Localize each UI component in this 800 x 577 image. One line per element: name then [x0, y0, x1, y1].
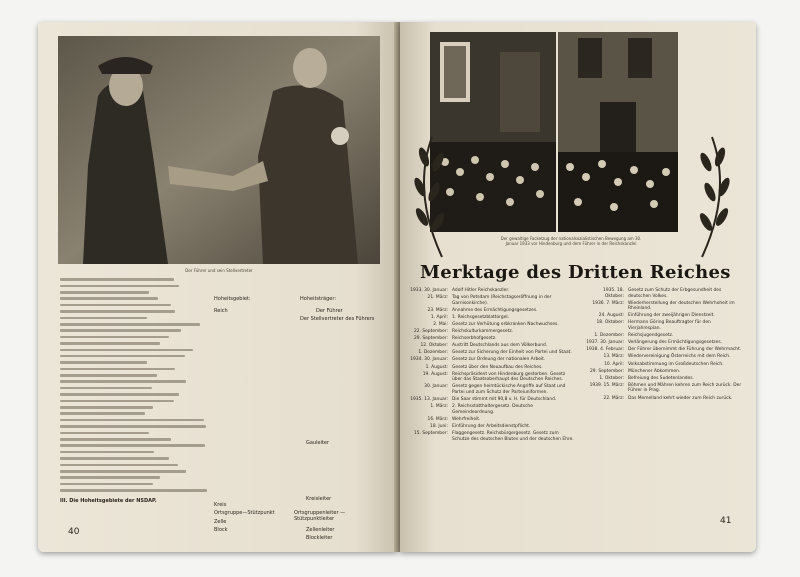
hoheit-label-zellenleiter: Zellenleiter: [306, 527, 335, 533]
text-line-ink: [60, 317, 147, 320]
photo-reich-chancellery: [558, 32, 678, 232]
merktag-entry: [584, 383, 744, 394]
text-line-ink: [60, 451, 154, 454]
merktag-text: Adolf Hitler Reichskanzler.: [452, 288, 510, 293]
merktag-text: Wehrfreiheit.: [452, 416, 481, 422]
merktag-text: Wiedervereinigung Österreichs mit dem Reich.: [628, 354, 731, 360]
merktag-date: 19. August:: [422, 371, 448, 377]
merktag-entry: [584, 396, 744, 402]
text-line-ink: [60, 444, 205, 447]
photo-torchlight-right: [558, 32, 678, 232]
merktag-entry: [408, 397, 576, 403]
merktag-text: Gesetz zur Ordnung der nationalen Arbeit.: [452, 357, 546, 363]
open-book: [38, 22, 760, 560]
text-line-ink: [60, 489, 207, 492]
page-title: Merktage des Dritten Reiches: [420, 262, 731, 283]
section-heading: III. Die Hoheitsgebiete der NSDAP.: [60, 498, 157, 504]
merktag-date: 1939. 15. März:: [589, 382, 624, 388]
text-line-ink: [60, 425, 206, 428]
merktag-entry: [408, 288, 576, 294]
merktag-entry: [584, 301, 744, 312]
merktag-text: Reichserbhofgesetz.: [452, 336, 497, 342]
merktage-list-left: [408, 288, 576, 444]
merktag-date: 16. März:: [427, 416, 448, 422]
merktag-date: 30. Januar:: [424, 384, 448, 390]
text-line-ink: [60, 355, 185, 358]
merktag-date: 29. September:: [589, 368, 624, 374]
merktag-entry: [584, 288, 744, 299]
page-number-left: 40: [68, 527, 80, 537]
merktag-date: 1936. 7. März:: [592, 300, 624, 306]
laurel-left-ornament: [402, 132, 462, 262]
hoheit-title-right: Hoheitsträger:: [300, 296, 337, 302]
merktag-entry: [408, 295, 576, 306]
merktag-date: 1937. 30. Januar:: [586, 340, 624, 346]
merktag-date: 21. März:: [427, 295, 448, 301]
merktag-text: Einführung der Arbeitsdienstpflicht.: [452, 423, 531, 429]
text-line-ink: [60, 419, 204, 422]
merktag-entry: [408, 350, 576, 356]
merktag-date: 1935. 18. Oktober:: [603, 288, 624, 299]
merktag-text: Böhmen und Mähren kehren zum Reich zurück. Der Führer in Prag.: [628, 382, 742, 394]
text-line-ink: [60, 432, 149, 435]
merktag-text: 1. Reichsgesetzblattorgel.: [452, 314, 510, 320]
merktag-text: Befreiung des Sudetenlandes.: [628, 375, 694, 381]
merktag-text: Gesetz über den Neuaufbau des Reiches.: [452, 364, 543, 370]
merktag-entry: [584, 347, 744, 353]
text-line-ink: [60, 412, 145, 415]
merktag-entry: [584, 362, 744, 368]
merktag-date: 1935. 13. Januar:: [410, 397, 448, 402]
merktag-date: 24. August:: [598, 313, 624, 319]
merktag-date: 1. August:: [425, 364, 448, 370]
text-line-ink: [60, 438, 171, 441]
merktage-list-right: [584, 288, 744, 403]
merktag-entry: [408, 343, 576, 349]
merktag-entry: [408, 329, 576, 335]
text-line-ink: [60, 310, 175, 313]
merktag-date: 1. April:: [430, 314, 448, 320]
text-line-ink: [60, 464, 178, 467]
right-page: [400, 22, 756, 552]
text-line-ink: [60, 329, 181, 332]
merktag-entry: [584, 333, 744, 339]
merktag-date: 2. Mai:: [433, 321, 448, 327]
merktag-text: Gesetz zum Schutz der Erbgesundheit des deutschen Volkes.: [628, 288, 722, 299]
merktag-text: Gesetz zur Verhütung erbkranken Nachwuchses.: [452, 321, 559, 327]
merktag-date: 12. Oktober:: [420, 343, 448, 349]
hoheit-label-ortsgruppe: Ortsgruppe—Stützpunkt: [214, 510, 275, 516]
text-line-ink: [60, 483, 153, 486]
merktag-entry: [408, 417, 576, 423]
photo-handshake-image: [58, 36, 380, 264]
merktag-text: Hermann Göring Beauftragter für den Vierjahresplan.: [628, 320, 711, 332]
merktag-text: Austritt Deutschlands aus dem Völkerbund.: [452, 343, 548, 349]
merktag-text: Reichspräsident von Hindenburg gestorben. Gesetz über das Staatsoberhaupt des Deutschen Reiches.: [452, 371, 566, 383]
merktag-text: Volksabstimmung im Großdeutschen Reich.: [628, 361, 724, 367]
merktag-entry: [584, 376, 744, 382]
merktag-date: 1. Dezember:: [418, 350, 448, 356]
merktag-text: Annahme des Ermächtigungsgesetzes.: [452, 307, 538, 313]
laurel-right-ornament: [682, 132, 742, 262]
hoheit-label-kreis: Kreis: [214, 502, 227, 508]
photo-caption: Der Führer und sein Stellvertreter: [185, 268, 253, 273]
hoheit-label-zelle: Zelle: [214, 519, 227, 525]
merktag-entry: [584, 320, 744, 331]
merktag-text: Tag von Potsdam (Reichstagseröffnung in der Garnisonkirche).: [452, 295, 552, 306]
text-line-ink: [60, 323, 200, 326]
merktag-text: 2. Reichsstatthaltergesetz. Deutsche Gemeindeordnung.: [452, 404, 533, 415]
left-page: [38, 22, 398, 552]
merktag-entry: [408, 308, 576, 314]
merktag-date: 22. September:: [413, 329, 448, 335]
page-number-right: 41: [720, 516, 732, 526]
merktag-entry: [408, 404, 576, 415]
merktag-date: 23. März:: [427, 307, 448, 313]
text-line-ink: [60, 278, 174, 281]
merktag-date: 1938. 4. Februar:: [586, 347, 624, 353]
merktag-entry: [408, 322, 576, 328]
hoheit-label-gauleiter: Gauleiter: [306, 440, 330, 446]
merktag-text: Münchener Abkommen.: [628, 368, 681, 374]
merktag-text: Einführung der zweijährigen Dienstzeit.: [628, 313, 715, 319]
merktag-date: 10. April:: [604, 361, 624, 367]
text-line-ink: [60, 297, 158, 300]
text-line-ink: [60, 476, 160, 479]
hoheit-label-reich: Reich: [214, 308, 228, 314]
hoheit-label-blockleiter: Blockleiter: [306, 535, 333, 541]
text-line-ink: [60, 380, 186, 383]
merktag-text: Die Saar stimmt mit 90,8 v. H. für Deutschland.: [452, 397, 557, 402]
merktag-text: Reichskulturkammergesetz.: [452, 329, 514, 335]
text-line-ink: [60, 387, 152, 390]
merktag-entry: [408, 384, 576, 395]
merktag-date: 18. Juni:: [430, 423, 448, 429]
merktag-text: Wiederherstellung der deutschen Wehrhoheit im Rheinland.: [628, 300, 735, 312]
merktag-date: 13. März:: [603, 354, 624, 360]
merktag-entry: [408, 372, 576, 383]
text-line-ink: [60, 393, 179, 396]
merktag-text: Gesetz gegen heimtückische Angriffe auf Staat und Partei und zum Schutz der Parteiuniformen.: [452, 384, 566, 395]
text-line-ink: [60, 400, 174, 403]
hoheit-title-mid: Hoheitsgebiet:: [214, 296, 251, 302]
merktag-date: 1934. 30. Januar:: [410, 357, 448, 363]
text-line-ink: [60, 342, 160, 345]
text-line-ink: [60, 285, 179, 288]
text-line: [60, 348, 210, 354]
merktag-entry: [408, 315, 576, 321]
text-line-ink: [60, 406, 153, 409]
merktag-entry: [584, 369, 744, 375]
merktag-entry: [408, 424, 576, 430]
merktag-date: 1. Dezember:: [594, 333, 624, 339]
merktag-text: Der Führer übernimmt die Führung der Wehrmacht.: [628, 347, 742, 353]
text-line-ink: [60, 361, 147, 364]
merktag-entry: [584, 313, 744, 319]
merktag-text: Das Memelland kehrt wieder zum Reich zurück.: [628, 395, 733, 401]
hoheit-label-kreisleiter: Kreisleiter: [306, 496, 332, 502]
text-line: [60, 444, 210, 450]
merktag-entry: [584, 354, 744, 360]
hoheit-label-block: Block: [214, 527, 228, 533]
merktag-date: 29. September:: [413, 336, 448, 342]
text-line-ink: [60, 374, 157, 377]
text-line-ink: [60, 457, 169, 460]
left-column-text: [60, 278, 210, 495]
merktag-text: Reichsjugendgesetz.: [628, 333, 674, 339]
text-line-ink: [60, 336, 169, 339]
merktag-date: 18. Oktober:: [596, 320, 624, 326]
merktag-date: 22. März:: [603, 395, 624, 401]
merktag-entry: [408, 431, 576, 442]
photo-handshake: [58, 36, 380, 264]
merktag-date: 1933. 30. Januar:: [410, 288, 448, 293]
merktag-text: Flaggengesetz. Reichsbürgergesetz. Gesetz zum Schutze des deutschen Blutes und der deutschen Ehre.: [452, 430, 574, 442]
merktag-entry: [408, 336, 576, 342]
merktag-entry: [584, 340, 744, 346]
text-line-ink: [60, 470, 186, 473]
merktag-text: Verlängerung des Ermächtigungsgesetzes.: [628, 340, 722, 346]
hoheit-label-stellvertreter: Der Stellvertreter des Führers: [300, 316, 375, 322]
merktag-entry: [408, 365, 576, 371]
merktag-text: Gesetz zur Sicherung der Einheit von Partei und Staat.: [452, 350, 572, 356]
text-line-ink: [60, 291, 149, 294]
merktag-date: 1. Oktober:: [599, 375, 624, 381]
text-line: [60, 489, 210, 495]
merktag-entry: [408, 357, 576, 363]
merktag-date: 1. März:: [430, 404, 448, 410]
hoheit-label-ortsgruppenleiter: Ortsgruppenleiter — Stützpunktleiter: [294, 510, 346, 522]
text-line-ink: [60, 304, 171, 307]
hoheit-label-fuehrer: Der Führer: [316, 308, 343, 314]
text-line-ink: [60, 349, 193, 352]
photo-caption-right: Der gewaltige Fackelzug der nationalsozialistischen Bewegung am 30. Januar 1933 vor Hindenburg und dem Führer in der Reichskanzlei: [500, 236, 642, 246]
text-line-ink: [60, 368, 175, 371]
merktag-date: 15. September:: [413, 430, 448, 436]
